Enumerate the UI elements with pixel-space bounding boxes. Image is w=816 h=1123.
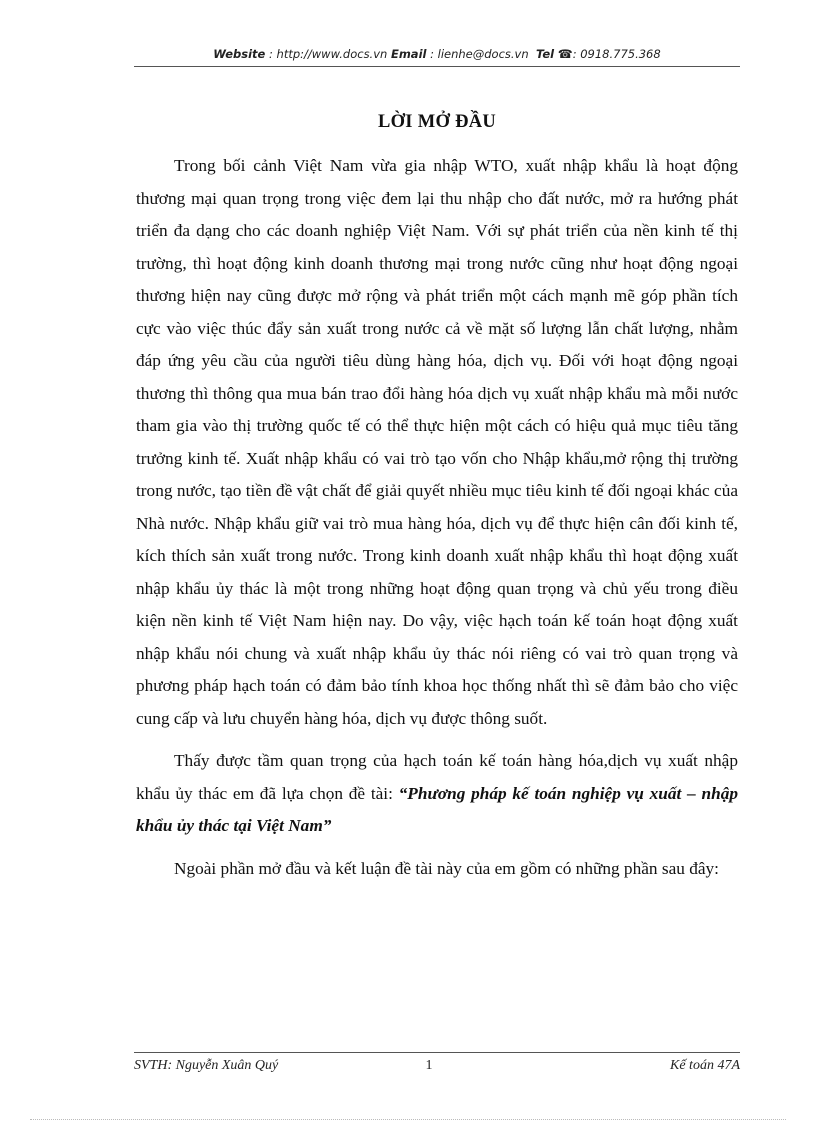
page-title: LỜI MỞ ĐẦU: [377, 112, 497, 132]
tel-value: : 0918.775.368: [572, 47, 661, 61]
email-value: : lienhe@docs.vn: [426, 47, 529, 61]
footer-divider: [134, 1052, 740, 1053]
page-bottom-dotted-line: [30, 1119, 786, 1120]
page-number: 1: [425, 1058, 433, 1073]
paragraph-2-intro: Thấy được tầm quan trọng của hạch toán kế toán hàng hóa,dịch vụ xuất nhập khẩu ủy thác em đã lựa chọn đề tài:: [136, 751, 738, 803]
paragraph-2: [136, 745, 738, 843]
thesis-topic: “Phương pháp kế toán nghiệp vụ xuất – nhập khẩu ủy thác tại Việt Nam”: [136, 783, 738, 835]
paragraph-1: Trong bối cảnh Việt Nam vừa gia nhập WTO, xuất nhập khẩu là hoạt động thương mại quan trọng trong việc đem lại thu nhập cho đất nước, mở ra hướng phát triển đa dạng cho các doanh nghiệp Việt Nam. Với sự phát triển của nền kinh tế thị trường, thì hoạt động kinh doanh thương mại trong nước cũng như hoạt động ngoại thương hiện nay cũng được mở rộng và phát triển một cách mạnh mẽ góp phần tích cực vào việc thúc đẩy sản xuất trong nước cả về mặt số lượng lẫn chất lượng, nhằm đáp ứng yêu cầu của người tiêu dùng hàng hóa, dịch vụ. Đối với hoạt động ngoại thương thì thông qua mua bán trao đổi hàng hóa dịch vụ xuất nhập khẩu mà mỗi nước tham gia vào thị trường quốc tế có thể thực hiện một cách có hiệu quả mục tiêu tăng trưởng kinh tế. Xuất nhập khẩu có vai trò tạo vốn cho Nhập khẩu,mở rộng thị trường trong nước, tạo tiền đề vật chất để giải quyết nhiều mục tiêu kinh tế đối ngoại khác của Nhà nước. Nhập khẩu giữ vai trò mua hàng hóa, dịch vụ để thực hiện cân đối kinh tế, kích thích sản xuất trong nước. Trong kinh doanh xuất nhập khẩu thì hoạt động xuất nhập khẩu ủy thác là một trong những hoạt động quan trọng và chủ yếu trong điều kiện nền kinh tế Việt Nam hiện nay. Do vậy, việc hạch toán kế toán hoạt động xuất nhập khẩu nói chung và xuất nhập khẩu ủy thác nói riêng có vai trò quan trọng và phương pháp hạch toán có đảm bảo tính khoa học thống nhất thì sẽ đảm bảo cho việc cung cấp và lưu chuyển hàng hóa, dịch vụ được thông suốt.: [136, 156, 738, 728]
header-divider: [134, 66, 740, 67]
phone-icon: ☎: [557, 47, 573, 61]
email-label: Email: [390, 47, 427, 61]
website-label: Website: [213, 47, 266, 61]
body-text: [136, 150, 738, 885]
footer-class: Kế toán 47A: [670, 1058, 740, 1073]
page-header: [134, 47, 740, 61]
website-value: : http://www.docs.vn: [265, 47, 388, 61]
footer-student: SVTH: Nguyễn Xuân Quý: [134, 1058, 279, 1073]
paragraph-3: Ngoài phần mở đầu và kết luận đề tài này của em gồm có những phần sau đây:: [174, 858, 719, 878]
tel-label: Tel: [535, 47, 555, 61]
